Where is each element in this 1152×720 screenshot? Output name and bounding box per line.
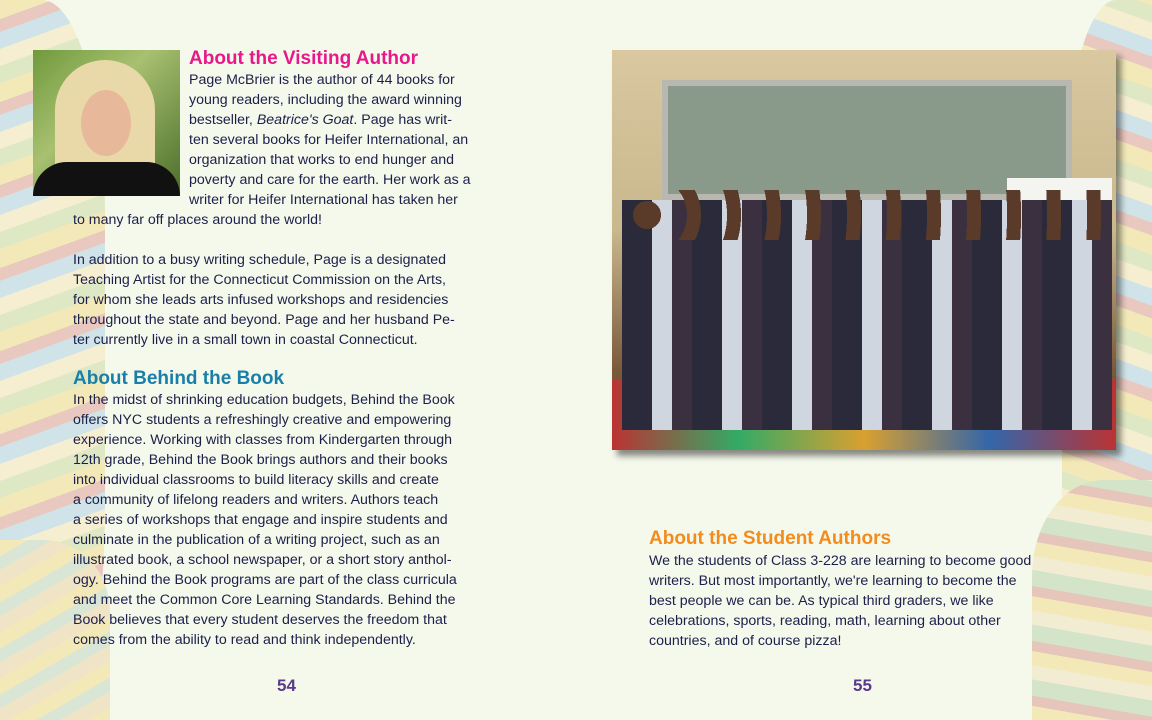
text-line: a community of lifelong readers and writers. Authors teach <box>73 492 439 508</box>
text-line: into individual classrooms to build literacy skills and create <box>73 472 439 488</box>
visiting-author-text <box>189 70 471 210</box>
page-number-right: 55 <box>853 676 872 695</box>
text-line: best people we can be. As typical third graders, we like <box>649 593 994 609</box>
paragraph-gap <box>73 230 455 250</box>
text-line: comes from the ability to read and think independently. <box>73 632 416 648</box>
student-authors-text <box>649 551 1031 651</box>
text-line: 12th grade, Behind the Book brings authors and their books <box>73 452 448 468</box>
text-line: Page McBrier is the author of 44 books for <box>189 72 455 88</box>
text-line: In addition to a busy writing schedule, Page is a designated <box>73 252 447 268</box>
text-line: celebrations, sports, reading, math, learning about other <box>649 613 1001 629</box>
text-line: writer for Heifer International has taken her <box>189 192 458 208</box>
book-title: Beatrice's Goat <box>256 112 354 128</box>
author-portrait-photo <box>33 50 180 196</box>
text-line <box>189 110 471 130</box>
text-line: Book believes that every student deserves the freedom that <box>73 612 447 628</box>
text-line: for whom she leads arts infused workshops and residencies <box>73 292 449 308</box>
text: bestseller, <box>189 112 257 128</box>
text: . Page has writ- <box>353 112 452 128</box>
behind-the-book-text <box>73 390 457 650</box>
text-line: to many far off places around the world! <box>73 212 322 228</box>
text-line: countries, and of course pizza! <box>649 633 842 649</box>
text-line: poverty and care for the earth. Her work as a <box>189 172 471 188</box>
classroom-group-photo <box>612 50 1116 450</box>
text-line: young readers, including the award winning <box>189 92 462 108</box>
text-line: and meet the Common Core Learning Standards. Behind the <box>73 592 456 608</box>
text-line: In the midst of shrinking education budgets, Behind the Book <box>73 392 455 408</box>
marbled-border-right-bottom <box>1032 480 1152 720</box>
heading-visiting-author: About the Visiting Author <box>189 48 419 69</box>
text-line: ogy. Behind the Book programs are part of the class curricula <box>73 572 457 588</box>
text-line: illustrated book, a school newspaper, or a short story anthol- <box>73 552 452 568</box>
text-line: experience. Working with classes from Kindergarten through <box>73 432 453 448</box>
text-line: a series of workshops that engage and inspire students and <box>73 512 448 528</box>
text-line: writers. But most importantly, we're learning to become the <box>649 573 1017 589</box>
text-line: We the students of Class 3-228 are learning to become good <box>649 553 1032 569</box>
text-line: culminate in the publication of a writing project, such as an <box>73 532 440 548</box>
page-number-left: 54 <box>277 676 296 695</box>
heading-student-authors: About the Student Authors <box>649 528 892 549</box>
text-line: organization that works to end hunger and <box>189 152 455 168</box>
text-line: ter currently live in a small town in coastal Connecticut. <box>73 332 418 348</box>
text-line: Teaching Artist for the Connecticut Commission on the Arts, <box>73 272 446 288</box>
text-line: ten several books for Heifer International, an <box>189 132 469 148</box>
text-line: offers NYC students a refreshingly creative and empowering <box>73 412 452 428</box>
text-line: throughout the state and beyond. Page and her husband Pe- <box>73 312 455 328</box>
heading-behind-the-book: About Behind the Book <box>73 368 285 389</box>
visiting-author-text-continued <box>73 210 455 350</box>
